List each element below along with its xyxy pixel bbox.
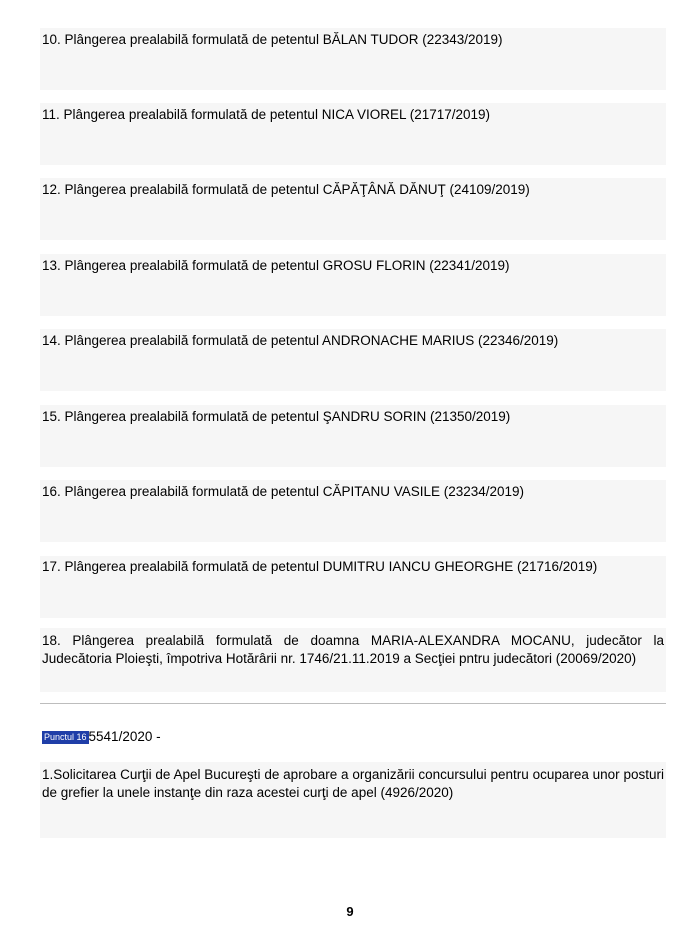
complaint-item-15: 15. Plângerea prealabilă formulată de petentul ŞANDRU SORIN (21350/2019) [42, 409, 511, 424]
complaint-item-12: 12. Plângerea prealabilă formulată de petentul CĂPĂŢÂNĂ DĂNUŢ (24109/2019) [42, 182, 530, 197]
complaint-item-18: 18. Plângerea prealabilă formulată de doamna MARIA-ALEXANDRA MOCANU, judecător la Judecătoria Ploieşti, împotriva Hotărârii nr. 1746/21.11.2019 a Secţiei pntru judecători (20069/2020) [42, 633, 664, 666]
complaint-item-16: 16. Plângerea prealabilă formulată de petentul CĂPITANU VASILE (23234/2019) [42, 484, 525, 499]
punct-number: 5541/2020 - [88, 729, 161, 744]
punct-label-highlight: Punctul 16 [44, 732, 87, 742]
complaint-item-13: 13. Plângerea prealabilă formulată de petentul GROSU FLORIN (22341/2019) [42, 258, 510, 273]
section-divider [40, 703, 666, 704]
complaint-item-17: 17. Plângerea prealabilă formulată de petentul DUMITRU IANCU GHEORGHE (21716/2019) [42, 559, 598, 574]
page-number: 9 [346, 904, 354, 919]
complaint-item-14: 14. Plângerea prealabilă formulată de petentul ANDRONACHE MARIUS (22346/2019) [42, 333, 559, 348]
punct-heading [42, 728, 664, 746]
punct-item-1: 1.Solicitarea Curţii de Apel Bucureşti de aprobare a organizării concursului pentru ocuparea unor posturi de grefier la unele instanţe din raza acestei curţi de apel (4926/2020) [42, 767, 664, 800]
complaint-item-11: 11. Plângerea prealabilă formulată de petentul NICA VIOREL (21717/2019) [42, 107, 491, 122]
complaint-item-10: 10. Plângerea prealabilă formulată de petentul BĂLAN TUDOR (22343/2019) [42, 32, 503, 47]
